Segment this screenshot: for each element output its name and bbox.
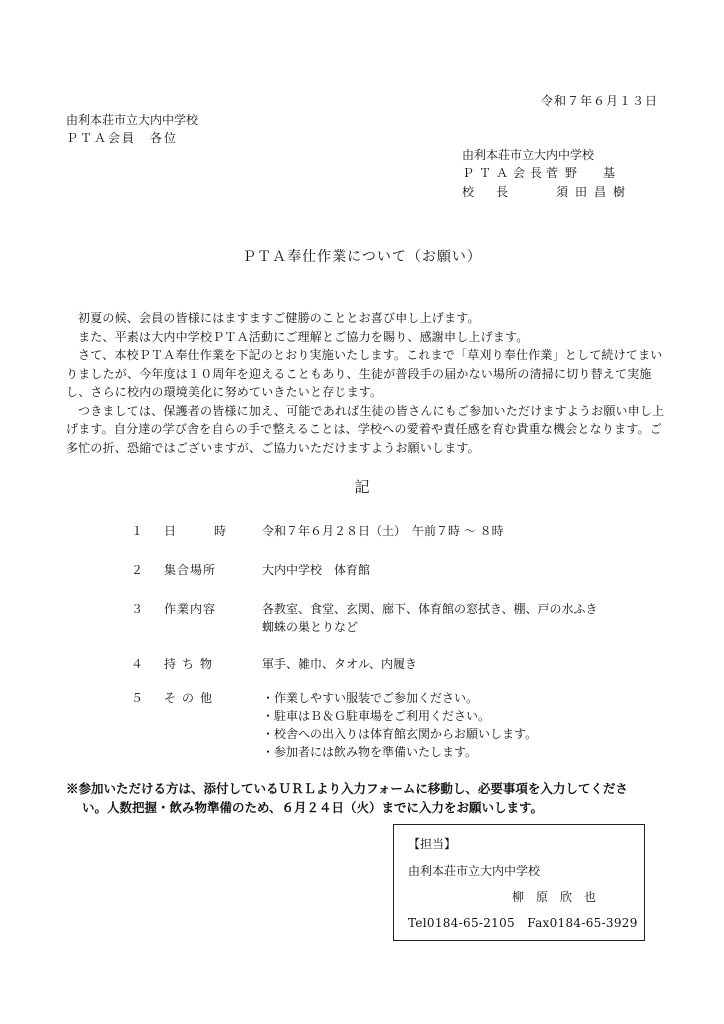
body-paragraph: また、平素は大内中学校ＰＴＡ活動にご理解とご協力を賜り、感謝申し上げます。 <box>78 329 529 344</box>
document-title: ＰＴＡ奉仕作業について（お願い） <box>242 249 482 265</box>
detail-label: 集合場所 <box>164 563 217 577</box>
contact-heading: 【担当】 <box>408 837 457 851</box>
detail-bullet: ・参加者には飲み物を準備いたします。 <box>262 745 478 759</box>
recipient-members: ＰＴＡ会員 各位 <box>66 131 179 145</box>
detail-label: 持ち物 <box>164 657 219 671</box>
note-line-2: い。人数把握・飲み物準備のため、６月２４日（火）までに入力をお願いします。 <box>82 800 544 815</box>
detail-label: 日 時 <box>164 524 240 538</box>
contact-school: 由利本荘市立大内中学校 <box>408 864 541 878</box>
detail-bullet: ・作業しやすい服装でご参加ください。 <box>262 691 479 705</box>
detail-value-line-1: 各教室、食堂、玄関、廊下、体育館の窓拭き、棚、戸の水ふき <box>262 602 598 616</box>
sender-school: 由利本荘市立大内中学校 <box>462 148 595 162</box>
detail-value: 令和７年６月２８日（土） 午前７時 ～ ８時 <box>262 524 504 538</box>
detail-label: 作業内容 <box>164 602 217 616</box>
detail-number: ５ <box>131 691 144 705</box>
contact-name: 柳原欣也 <box>512 890 609 904</box>
detail-number: ３ <box>131 602 144 616</box>
detail-number: ４ <box>131 657 144 671</box>
ki-heading: 記 <box>354 478 370 496</box>
detail-number: ２ <box>131 563 144 577</box>
sender-pta-role: ＰＴＡ会長 <box>462 166 548 180</box>
body-paragraph: 初夏の候、会員の皆様にはますますご健勝のこととお喜び申し上げます。 <box>78 311 480 325</box>
detail-value: 大内中学校 体育館 <box>262 563 371 577</box>
participation-note <box>66 779 666 817</box>
body-paragraph: つきましては、保護者の皆様に加え、可能であれば生徒の皆さんにもご参加いただけますようお願い申し上げます。自分達の学び舎を自らの手で整えることは、学校への愛着や責任感を育む貴重な機会となります。ご多忙の折、恐縮ではございますが、ご協力いただけますようお願いします。 <box>66 403 665 455</box>
document-date: 令和７年６月１３日 <box>540 94 658 108</box>
detail-value-line-2: 蜘蛛の巣とりなど <box>262 620 359 634</box>
sender-principal-role: 校 長 <box>462 185 514 199</box>
sender-pta-name: 菅野 基 <box>546 166 623 180</box>
sender-principal-line <box>462 183 632 200</box>
sender-principal-name: 須田昌樹 <box>556 185 633 199</box>
sender-pta-line <box>462 164 622 181</box>
recipient-school: 由利本荘市立大内中学校 <box>66 113 199 127</box>
note-line-1: ※参加いただける方は、添付しているＵＲＬより入力フォームに移動し、必要事項を入力してくださ <box>66 781 628 796</box>
detail-value: 軍手、雑巾、タオル、内履き <box>262 657 418 671</box>
contact-phone-fax: Tel0184-65-2105 Fax0184-65-3929 <box>408 916 638 930</box>
detail-bullet: ・校舎への出入りは体育館玄関からお願いします。 <box>262 727 538 741</box>
contact-box <box>393 824 645 941</box>
detail-label: その他 <box>164 691 219 705</box>
body-text <box>66 309 666 457</box>
detail-number: １ <box>131 524 144 538</box>
detail-bullet: ・駐車はＢ＆Ｇ駐車場をご利用ください。 <box>262 709 491 723</box>
body-paragraph: さて、本校ＰＴＡ奉仕作業を下記のとおり実施いたします。これまで「草刈り奉仕作業」として続けてまいりましたが、今年度は１０周年を迎えることもあり、生徒が普段手の届かない場所の清掃に切り替えて実施し、さらに校内の環境美化に努めていきたいと存じます。 <box>66 348 663 399</box>
